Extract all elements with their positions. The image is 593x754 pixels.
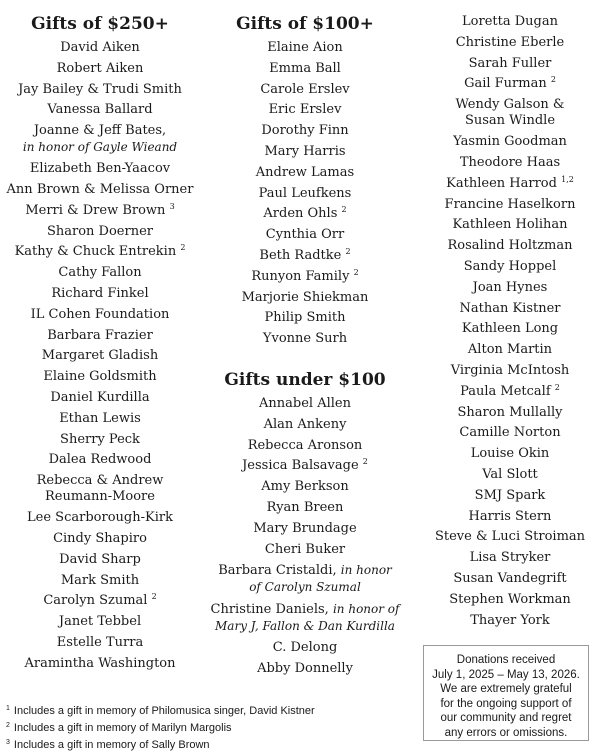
donor-entry	[0, 633, 200, 654]
donor-entry	[0, 38, 200, 59]
donor-entry	[0, 654, 200, 675]
donation-note-line: our community and regret	[440, 712, 572, 725]
donor-entry	[410, 74, 593, 95]
donor-entry	[205, 436, 405, 457]
donation-note-line: We are extremely grateful	[440, 683, 572, 696]
donor-entry	[0, 201, 200, 222]
donor-entry	[410, 153, 593, 174]
donor-entry	[410, 507, 593, 528]
donor-name: SMJ Spark	[474, 487, 546, 503]
donor-entry	[410, 548, 593, 569]
donor-name: Mary Harris	[264, 143, 346, 159]
donor-name: Rebecca & Andrew	[36, 473, 164, 489]
donor-entry	[0, 367, 200, 388]
donor-name: Aramintha Washington	[24, 655, 176, 671]
footnote-number: 2	[6, 722, 10, 729]
donor-entry	[410, 340, 593, 361]
donor-name: Sarah Fuller	[468, 55, 552, 71]
donor-entry	[205, 498, 405, 519]
footnote-marker: 2	[353, 267, 359, 277]
donor-entry	[410, 611, 593, 632]
donor-entry	[205, 308, 405, 329]
footnote-text: Includes a gift in memory of Sally Brown	[13, 739, 210, 751]
donor-entry	[0, 508, 200, 529]
donor-entry	[410, 403, 593, 424]
donor-entry	[205, 540, 405, 561]
column-2	[205, 12, 405, 680]
donor-name: Thayer York	[470, 612, 550, 628]
donor-entry	[0, 450, 200, 471]
donor-entry	[0, 305, 200, 326]
donor-name: Joanne & Jeff Bates,	[33, 123, 167, 139]
donor-name: Jay Bailey & Trudi Smith	[18, 81, 182, 97]
section-heading: Gifts of $100+	[236, 14, 374, 34]
footnote-text: Includes a gift in memory of Marilyn Margolis	[13, 722, 232, 734]
column-3	[410, 12, 593, 631]
donor-name: Francine Haselkorn	[444, 196, 576, 212]
donor-entry	[0, 80, 200, 101]
donor-entry	[205, 519, 405, 540]
donor-name: Paula Metcalf	[460, 383, 551, 399]
footnote-marker: 2	[180, 243, 186, 253]
donor-entry	[205, 267, 405, 288]
donor-name: Eric Erslev	[268, 102, 342, 118]
donor-entry	[410, 527, 593, 548]
donor-entry	[0, 263, 200, 284]
donation-notice-box	[423, 645, 589, 741]
donor-name: Yasmin Goodman	[453, 134, 567, 150]
donor-name: Camille Norton	[459, 425, 561, 441]
donor-name: Christine Daniels,	[210, 602, 329, 618]
donor-entry	[205, 121, 405, 142]
footnote-marker: 3	[169, 201, 175, 211]
footnote	[6, 720, 315, 737]
donor-name: Mark Smith	[60, 572, 140, 588]
donor-entry	[205, 184, 405, 205]
donor-section	[205, 368, 405, 680]
donor-name-cont: Susan Windle	[464, 113, 556, 129]
donor-name: Margaret Gladish	[41, 348, 159, 364]
donor-section	[205, 12, 405, 350]
donor-entry	[0, 180, 200, 201]
footnote	[6, 703, 315, 720]
donor-entry	[205, 638, 405, 659]
donor-entry	[410, 590, 593, 611]
donor-name: Cheri Buker	[264, 541, 346, 557]
donor-entry	[0, 430, 200, 451]
donor-name: Ann Brown & Melissa Orner	[6, 181, 194, 197]
donor-name: Rebecca Aronson	[247, 437, 363, 453]
footnote-number: 3	[6, 739, 10, 746]
donation-note-line: any errors or omissions.	[444, 726, 568, 739]
donor-entry	[410, 319, 593, 340]
donor-name: Runyon Family	[251, 268, 350, 284]
donor-name: Wendy Galson &	[455, 97, 565, 113]
donor-entry	[410, 444, 593, 465]
donor-name: Alan Ankeny	[263, 416, 347, 432]
donor-entry	[410, 174, 593, 195]
donor-name: C. Delong	[272, 640, 338, 656]
donor-name: Virginia McIntosh	[450, 362, 570, 378]
donor-entry	[0, 284, 200, 305]
footnote-marker: 1,2	[561, 174, 574, 184]
donor-entry	[410, 195, 593, 216]
donor-entry	[410, 257, 593, 278]
donor-name: Marjorie Shiekman	[241, 289, 369, 305]
donor-entry	[0, 326, 200, 347]
donor-name: Andrew Lamas	[255, 164, 355, 180]
donor-name: Lee Scarborough-Kirk	[27, 510, 173, 526]
donor-name: Louise Okin	[470, 446, 550, 462]
donor-entry	[410, 299, 593, 320]
donor-entry	[205, 38, 405, 59]
footnote-number: 1	[6, 705, 10, 712]
donor-entry	[410, 361, 593, 382]
donor-entry	[0, 571, 200, 592]
donor-name: Carole Erslev	[260, 81, 350, 97]
donor-name-cont: Reumann-Moore	[45, 489, 155, 505]
donor-entry	[0, 222, 200, 243]
donor-entry	[205, 415, 405, 436]
section-heading: Gifts of $250+	[31, 14, 169, 34]
donor-name: Elaine Aion	[267, 40, 343, 55]
donor-entry	[205, 394, 405, 415]
donor-name: Barbara Cristaldi,	[218, 563, 337, 579]
donor-entry	[205, 246, 405, 267]
donor-name: Cynthia Orr	[265, 227, 345, 243]
donor-name: Kathleen Harrod	[446, 175, 557, 191]
donor-name: Beth Radtke	[259, 247, 342, 263]
donor-entry	[205, 100, 405, 121]
donor-entry	[0, 346, 200, 367]
donation-note-line: Donations received	[456, 654, 556, 666]
donor-name: Robert Aiken	[56, 60, 144, 76]
donor-name: Val Slott	[482, 466, 538, 482]
donor-entry	[0, 100, 200, 121]
donor-name: David Aiken	[60, 40, 140, 55]
donor-name: Stephen Workman	[449, 591, 571, 607]
donor-entry	[410, 95, 593, 132]
footnote-text: Includes a gift in memory of Philomusica singer, David Kistner	[13, 705, 315, 717]
donor-name: Philip Smith	[264, 310, 346, 326]
donor-name: Elizabeth Ben-Yaacov	[29, 161, 171, 177]
column-1	[0, 12, 200, 675]
footnote-marker: 2	[550, 75, 556, 85]
donor-name: Theodore Haas	[459, 154, 561, 170]
donor-name: Sandy Hoppel	[463, 258, 557, 274]
donor-entry	[205, 142, 405, 163]
donor-name: Jessica Balsavage	[242, 458, 359, 474]
footnote-marker: 2	[554, 382, 560, 392]
donor-entry	[205, 225, 405, 246]
footnote-marker: 2	[341, 205, 347, 215]
donor-entry	[0, 591, 200, 612]
honor-note: in honor	[340, 563, 392, 578]
donor-entry	[205, 163, 405, 184]
donor-name: Arden Ohls	[263, 206, 338, 222]
donor-entry	[410, 569, 593, 590]
donor-name: Ryan Breen	[266, 499, 344, 515]
donor-name: Dorothy Finn	[261, 123, 349, 139]
donor-name: Dalea Redwood	[48, 452, 152, 468]
donor-entry	[410, 236, 593, 257]
donor-entry	[410, 423, 593, 444]
donor-name: Sharon Doerner	[46, 223, 153, 239]
donor-name: Elaine Goldsmith	[43, 369, 157, 385]
donor-entry	[205, 329, 405, 350]
footnote-marker: 2	[362, 457, 368, 467]
donor-entry	[410, 54, 593, 75]
donor-name: Rosalind Holtzman	[447, 238, 573, 254]
donor-entry	[410, 215, 593, 236]
honor-note-cont: Mary J, Fallon & Dan Kurdilla	[215, 619, 395, 634]
honor-note-cont: of Carolyn Szumal	[249, 580, 361, 595]
donor-name: Sherry Peck	[60, 431, 140, 447]
donor-entry	[410, 132, 593, 153]
donor-entry	[0, 59, 200, 80]
donor-entry	[0, 471, 200, 508]
donation-note-line: July 1, 2025 – May 13, 2026.	[432, 668, 580, 681]
section-heading: Gifts under $100	[224, 369, 386, 390]
donor-name: Barbara Frazier	[47, 327, 153, 343]
donor-entry	[205, 456, 405, 477]
donor-entry	[410, 382, 593, 403]
donor-entry	[0, 121, 200, 159]
donor-name: Estelle Turra	[56, 634, 144, 650]
donor-name: Christine Eberle	[455, 34, 565, 50]
donor-name: Kathleen Holihan	[452, 217, 568, 233]
donor-entry	[205, 80, 405, 101]
donor-name: Harris Stern	[468, 508, 552, 524]
donor-name: Paul Leufkens	[258, 185, 352, 201]
donor-entry	[205, 59, 405, 80]
donor-name: Carolyn Szumal	[43, 593, 148, 609]
donor-entry	[205, 288, 405, 309]
donor-name: Cindy Shapiro	[53, 530, 147, 546]
donor-name: Loretta Dugan	[462, 14, 558, 29]
donor-entry	[0, 612, 200, 633]
donor-entry	[0, 159, 200, 180]
donor-entry	[410, 465, 593, 486]
donor-entry	[0, 529, 200, 550]
donor-name: Richard Finkel	[51, 285, 149, 301]
honor-note: in honor of Gayle Wieand	[22, 140, 178, 155]
donor-name: Joan Hynes	[472, 279, 548, 295]
donor-name: Abby Donnelly	[257, 661, 353, 677]
donor-entry	[410, 33, 593, 54]
donation-note-line: for the ongoing support of	[440, 697, 572, 710]
donor-name: Gail Furman	[464, 76, 547, 92]
donor-name: Janet Tebbel	[58, 614, 142, 630]
donor-name: Kathy & Chuck Entrekin	[14, 244, 177, 260]
honor-note: in honor of	[332, 602, 400, 617]
donor-name: David Sharp	[59, 551, 141, 567]
donor-entry	[410, 12, 593, 33]
donor-name: Merri & Drew Brown	[25, 202, 166, 218]
donor-name: Susan Vandegrift	[453, 570, 567, 586]
donor-entry	[205, 659, 405, 680]
footnote-marker: 2	[345, 246, 351, 256]
donor-name: Cathy Fallon	[58, 265, 142, 281]
donor-name: Yvonne Surh	[262, 331, 348, 347]
donor-entry	[0, 388, 200, 409]
donor-name: Lisa Stryker	[469, 550, 551, 566]
donor-name: Alton Martin	[467, 342, 553, 358]
donor-section	[410, 12, 593, 631]
donor-entry	[205, 599, 405, 638]
donor-name: Kathleen Long	[461, 321, 559, 337]
donor-name: Annabel Allen	[259, 395, 351, 411]
donor-section	[0, 12, 200, 675]
donor-entry	[410, 278, 593, 299]
donor-name: Vanessa Ballard	[47, 102, 153, 118]
donor-name: Amy Berkson	[261, 479, 349, 495]
footnote-marker: 2	[151, 592, 157, 602]
donor-name: IL Cohen Foundation	[30, 306, 170, 322]
donor-name: Mary Brundage	[253, 520, 357, 536]
donor-entry	[0, 242, 200, 263]
donor-entry	[205, 477, 405, 498]
donor-name: Sharon Mullally	[457, 404, 563, 420]
donor-name: Daniel Kurdilla	[50, 389, 150, 405]
donor-name: Steve & Luci Stroiman	[434, 529, 586, 545]
donor-name: Nathan Kistner	[459, 300, 561, 316]
donor-entry	[205, 204, 405, 225]
donor-entry	[0, 409, 200, 430]
footnote	[6, 737, 315, 754]
donor-entry	[205, 560, 405, 599]
donor-entry	[410, 486, 593, 507]
donor-entry	[0, 550, 200, 571]
footnotes	[6, 703, 315, 754]
donor-name: Emma Ball	[269, 60, 341, 76]
donor-name: Ethan Lewis	[59, 410, 141, 426]
